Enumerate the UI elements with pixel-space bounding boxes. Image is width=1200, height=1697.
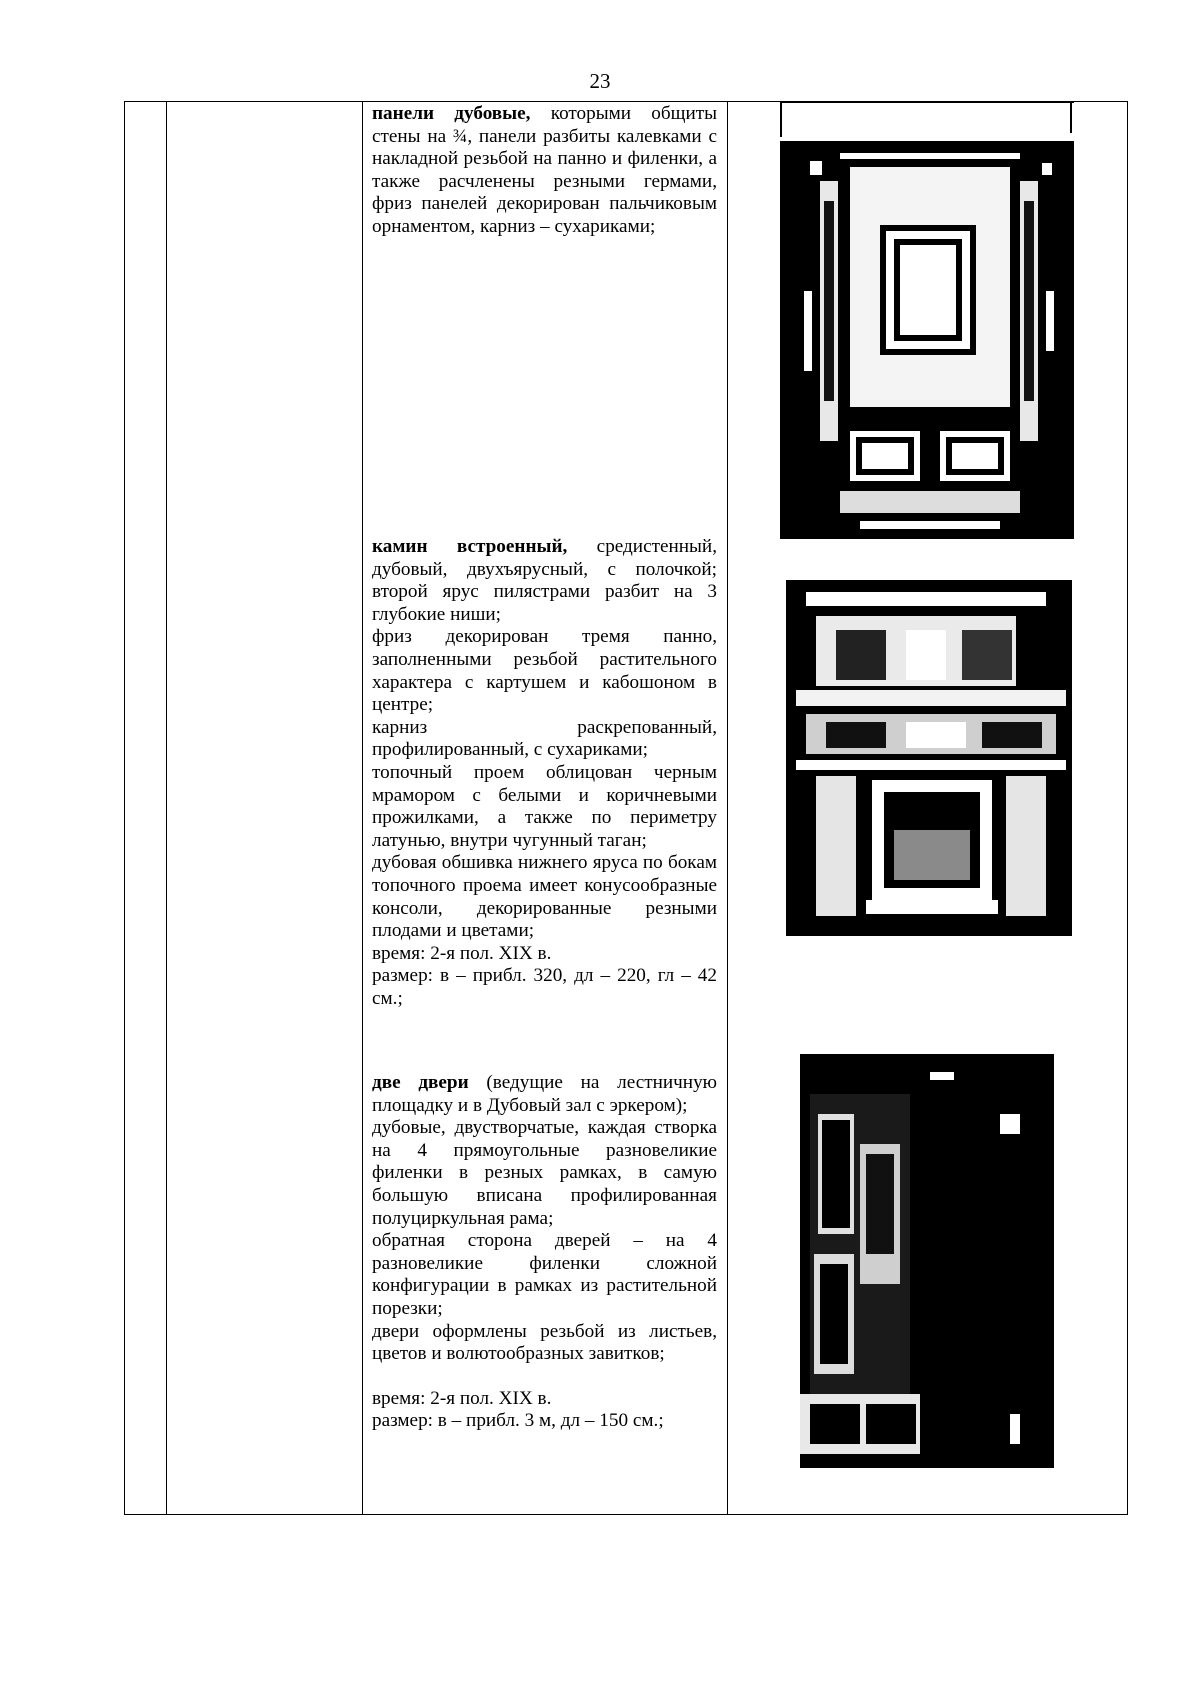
spacer [372, 1366, 717, 1388]
column-divider [362, 101, 363, 1515]
entry-date: время: 2-я пол. XIX в. [372, 942, 552, 964]
photo-frame-edge [780, 101, 1074, 141]
entry-title: панели дубовые, [372, 103, 531, 124]
entry-text: карниз раскрепованный, профилированный, с сухариками; [372, 716, 717, 761]
entry-title: камин встроенный, [372, 536, 568, 557]
entry-fireplace [372, 536, 717, 1010]
column-divider [166, 101, 167, 1515]
entry-text: дубовые, двустворчатые, каждая створка на 4 прямоугольные разновеликие филенки в резных рамках, в самую большую вписана профилированная полуциркульная рама; [372, 1117, 717, 1229]
entry-date: время: 2-я пол. XIX в. [372, 1387, 552, 1409]
double-doors-photo [800, 1054, 1054, 1468]
entry-size: размер: в – прибл. 320, дл – 220, гл – 42 см.; [372, 965, 717, 1009]
column-divider [727, 101, 728, 1515]
entry-title: две двери [372, 1072, 469, 1093]
entry-text: топочный проем облицован черным мрамором с белыми и коричневыми прожилками, а также по периметру латунью, внутри чугунный таган; [372, 761, 717, 851]
entry-text: фриз декорирован тремя панно, заполненными резьбой растительного характера с картушем и кабошоном в центре; [372, 626, 717, 716]
entry-text: которыми общиты стены на ¾, панели разбиты калевками с накладной резьбой на панно и филенки, а также расчленены резными гермами, фриз панелей декорирован пальчиковым орнаментом, карниз – сухариками; [372, 103, 717, 237]
entry-text: обратная сторона дверей – на 4 разновеликие филенки сложной конфигурации в рамках из растительной порезки; [372, 1230, 717, 1319]
page-number: 23 [589, 69, 611, 93]
oak-panels-photo [780, 141, 1074, 539]
entry-text: (ведущие на лестничную площадку и в Дубовый зал с эркером); [372, 1072, 717, 1116]
entry-oak-panels [372, 103, 717, 239]
entry-doors [372, 1072, 717, 1433]
entry-text: средистенный, дубовый, двухъярусный, с полочкой; второй ярус пилястрами разбит на 3 глубокие ниши; [372, 536, 717, 625]
entry-text: двери оформлены резьбой из листьев, цветов и волютообразных завитков; [372, 1320, 717, 1365]
fireplace-photo [786, 580, 1072, 936]
entry-text: дубовая обшивка нижнего яруса по бокам топочного проема имеет конусообразные консоли, декорированные резными плодами и цветами; [372, 852, 717, 942]
entry-size: размер: в – прибл. 3 м, дл – 150 см.; [372, 1410, 664, 1432]
